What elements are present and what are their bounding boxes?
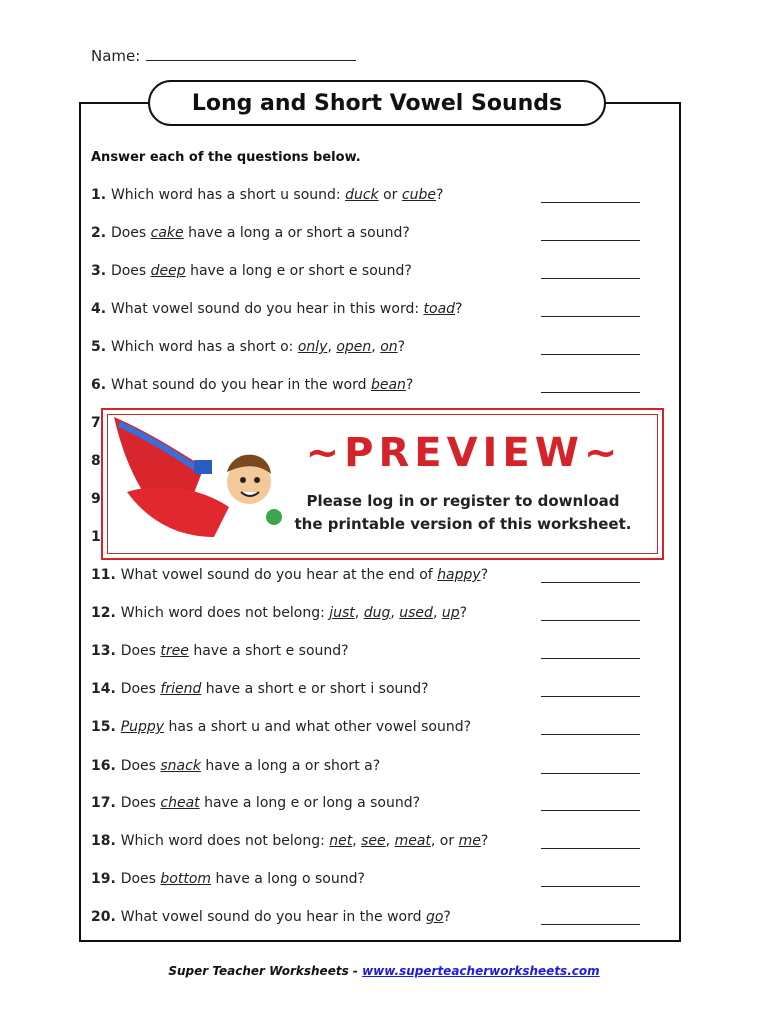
question-17 [91, 795, 420, 811]
question-number: 20. [91, 909, 121, 925]
question-number: 16. [91, 758, 121, 774]
question-text: has a short u and what other vowel sound? [164, 719, 472, 735]
keyword: net [329, 833, 353, 849]
question-15 [91, 719, 471, 735]
keyword: just [329, 605, 355, 621]
question-number: 6. [91, 377, 111, 393]
answer-blank[interactable] [541, 658, 640, 659]
question-number: 9 [91, 491, 101, 507]
question-2 [91, 225, 410, 241]
question-number: 1. [91, 187, 111, 203]
question-number: 5. [91, 339, 111, 355]
question-text: have a long e or short e sound? [185, 263, 412, 279]
answer-blank[interactable] [541, 924, 640, 925]
question-text: ? [443, 909, 451, 925]
answer-blank[interactable] [541, 696, 640, 697]
question-text: or [378, 187, 402, 203]
question-number: 4. [91, 301, 111, 317]
question-text: ? [405, 377, 414, 393]
preview-banner[interactable] [101, 408, 664, 560]
question-text: , [352, 833, 362, 849]
question-number: 7 [91, 415, 101, 431]
name-field [91, 46, 356, 65]
question-text: ? [480, 567, 489, 583]
question-6 [91, 377, 413, 393]
question-8 [91, 453, 101, 469]
preview-title-text: PREVIEW [344, 430, 584, 476]
preview-title [289, 430, 639, 476]
keyword: toad [423, 301, 456, 317]
answer-blank[interactable] [541, 848, 640, 849]
answer-blank[interactable] [541, 278, 640, 279]
question-text: , [371, 339, 381, 355]
question-14 [91, 681, 429, 697]
keyword: tree [160, 643, 189, 659]
question-number: 14. [91, 681, 121, 697]
question-text: Which word does not belong: [120, 605, 330, 621]
question-5 [91, 339, 405, 355]
question-text: have a long o sound? [211, 871, 365, 887]
question-text: Does [120, 681, 161, 697]
question-text: ? [435, 187, 444, 203]
keyword: used [399, 605, 433, 621]
preview-line-1: Please log in or register to download [306, 492, 620, 510]
question-19 [91, 871, 365, 887]
keyword: cheat [160, 795, 200, 811]
answer-blank[interactable] [541, 773, 640, 774]
question-text: ? [455, 301, 463, 317]
name-label: Name: [91, 47, 141, 65]
keyword: bottom [160, 871, 212, 887]
question-text: Does [110, 263, 151, 279]
answer-blank[interactable] [541, 810, 640, 811]
question-text: , [327, 339, 337, 355]
keyword: duck [345, 187, 379, 203]
question-10 [91, 529, 101, 545]
answer-blank[interactable] [541, 316, 640, 317]
question-18 [91, 833, 488, 849]
keyword: only [297, 339, 328, 355]
question-text: have a long a or short a sound? [183, 225, 410, 241]
question-4 [91, 301, 462, 317]
preview-line-2: the printable version of this worksheet. [294, 515, 632, 533]
question-text: , [354, 605, 364, 621]
question-13 [91, 643, 349, 659]
keyword: see [361, 833, 386, 849]
answer-blank[interactable] [541, 202, 640, 203]
question-9 [91, 491, 101, 507]
question-text: What vowel sound do you hear in the word [120, 909, 426, 925]
question-text: have a long a or short a? [200, 758, 381, 774]
question-text: Does [110, 225, 151, 241]
question-16 [91, 758, 380, 774]
footer-separator: - [348, 964, 363, 978]
footer [0, 964, 768, 978]
keyword: cube [401, 187, 436, 203]
question-number: 15. [91, 719, 121, 735]
question-text: What sound do you hear in the word [110, 377, 371, 393]
question-number: 13. [91, 643, 121, 659]
keyword: Puppy [120, 719, 165, 735]
question-text: Which word has a short o: [110, 339, 298, 355]
answer-blank[interactable] [541, 734, 640, 735]
worksheet-title: Long and Short Vowel Sounds [148, 80, 606, 126]
question-3 [91, 263, 412, 279]
question-text: , [432, 605, 442, 621]
question-text: What vowel sound do you hear at the end of [120, 567, 438, 583]
instructions: Answer each of the questions below. [91, 150, 361, 165]
tilde-right: ~ [583, 430, 623, 476]
preview-message [293, 490, 633, 536]
keyword: meat [394, 833, 431, 849]
question-number: 11. [91, 567, 121, 583]
question-number: 8 [91, 453, 101, 469]
tilde-left: ~ [305, 430, 345, 476]
question-text: , or [430, 833, 459, 849]
answer-blank[interactable] [541, 886, 640, 887]
question-text: have a long e or long a sound? [199, 795, 421, 811]
question-number: 1 [91, 529, 101, 545]
keyword: cake [150, 225, 184, 241]
keyword: snack [160, 758, 201, 774]
question-number: 17. [91, 795, 121, 811]
question-text: What vowel sound do you hear in this word: [110, 301, 424, 317]
question-text: , [390, 605, 400, 621]
keyword: on [380, 339, 398, 355]
footer-link[interactable]: www.superteacherworksheets.com [362, 964, 600, 978]
question-number: 19. [91, 871, 121, 887]
answer-blank[interactable] [541, 582, 640, 583]
question-text: have a short e or short i sound? [201, 681, 429, 697]
keyword: up [441, 605, 460, 621]
question-text: Does [120, 643, 161, 659]
keyword: bean [370, 377, 406, 393]
keyword: me [458, 833, 481, 849]
question-number: 3. [91, 263, 111, 279]
question-1 [91, 187, 443, 203]
question-text: ? [397, 339, 406, 355]
question-text: Does [120, 758, 161, 774]
keyword: deep [150, 263, 186, 279]
footer-brand: Super Teacher Worksheets [168, 964, 349, 978]
question-text: ? [480, 833, 489, 849]
answer-blank[interactable] [541, 620, 640, 621]
keyword: dug [363, 605, 391, 621]
name-blank[interactable] [146, 46, 356, 61]
keyword: happy [437, 567, 481, 583]
question-number: 12. [91, 605, 121, 621]
keyword: friend [160, 681, 202, 697]
question-12 [91, 605, 467, 621]
answer-blank[interactable] [541, 240, 640, 241]
question-text: have a short e sound? [188, 643, 349, 659]
keyword: open [336, 339, 372, 355]
question-20 [91, 909, 451, 925]
superhero-icon [109, 412, 294, 552]
question-text: ? [459, 605, 468, 621]
question-text: , [385, 833, 395, 849]
question-text: Does [120, 871, 161, 887]
keyword: go [425, 909, 444, 925]
question-text: Which word has a short u sound: [110, 187, 346, 203]
question-text: Which word does not belong: [120, 833, 330, 849]
question-11 [91, 567, 488, 583]
answer-blank[interactable] [541, 354, 640, 355]
question-number: 18. [91, 833, 121, 849]
question-text: Does [120, 795, 161, 811]
question-number: 2. [91, 225, 111, 241]
answer-blank[interactable] [541, 392, 640, 393]
question-7 [91, 415, 101, 431]
